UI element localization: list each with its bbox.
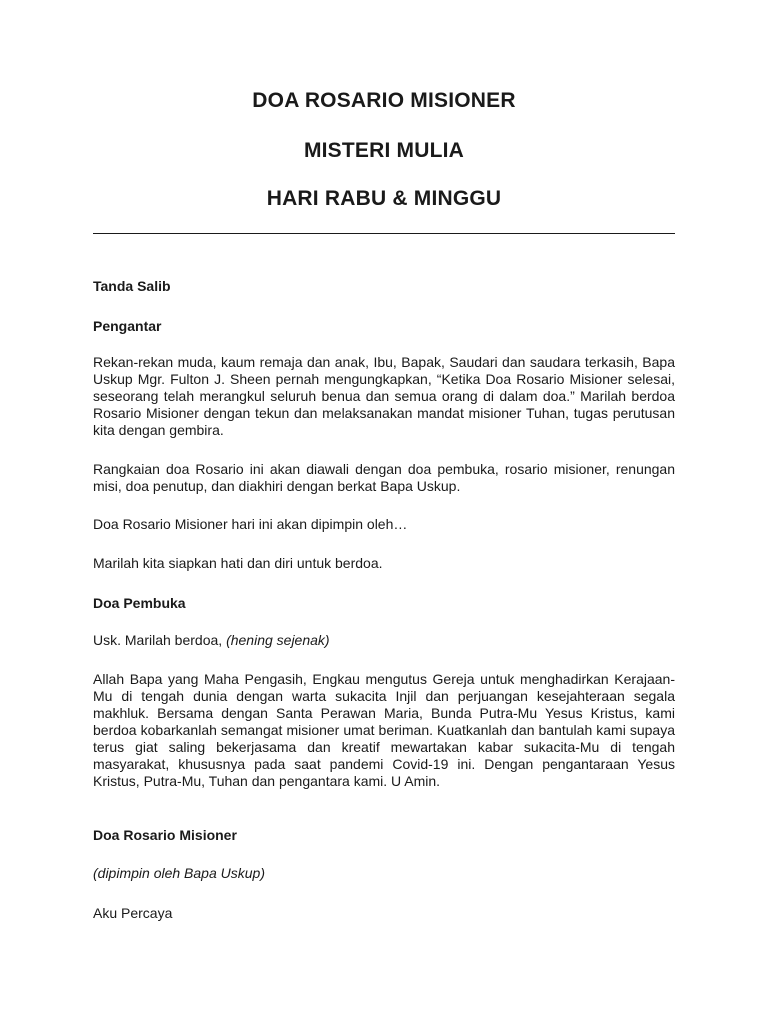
rosario-note-italic: (dipimpin oleh Bapa Uskup) <box>93 865 265 881</box>
heading-tanda-salib: Tanda Salib <box>93 278 171 294</box>
rosario-note <box>93 865 265 882</box>
document-title: DOA ROSARIO MISIONER <box>252 89 516 112</box>
document-subtitle-days: HARI RABU & MINGGU <box>266 187 502 210</box>
pengantar-paragraph-1: Rekan-rekan muda, kaum remaja dan anak, Ibu, Bapak, Saudari dan saudara terkasih, Bapa Uskup Mgr. Fulton J. Sheen pernah mengungkapkan, “Ketika Doa Rosario Misioner selesai, seseorang telah merangkul seluruh benua dan semua orang di dalam doa.” Marilah berdoa Rosario Misioner dengan tekun dan melaksanakan mandat misioner Tuhan, tugas perutusan kita dengan gembira. <box>93 354 675 438</box>
heading-doa-rosario-misioner: Doa Rosario Misioner <box>93 827 237 843</box>
pengantar-paragraph-3: Doa Rosario Misioner hari ini akan dipimpin oleh… <box>93 516 408 532</box>
aku-percaya-label: Aku Percaya <box>93 905 173 921</box>
pengantar-paragraph-2: Rangkaian doa Rosario ini akan diawali dengan doa pembuka, rosario misioner, renungan misi, doa penutup, dan diakhiri dengan berkat Bapa Uskup. <box>93 461 675 494</box>
doa-pembuka-intro-text: Usk. Marilah berdoa, <box>93 632 227 648</box>
heading-pengantar: Pengantar <box>93 318 162 334</box>
doa-pembuka-intro-italic: (hening sejenak) <box>226 632 330 648</box>
heading-doa-pembuka: Doa Pembuka <box>93 595 186 611</box>
doa-pembuka-intro <box>93 632 330 649</box>
title-divider <box>93 233 675 234</box>
document-subtitle-mystery: MISTERI MULIA <box>303 139 465 162</box>
doa-pembuka-prayer: Allah Bapa yang Maha Pengasih, Engkau mengutus Gereja untuk menghadirkan Kerajaan-Mu di tengah dunia dengan warta sukacita Injil dan perjuangan kesejahteraan segala makhluk. Bersama dengan Santa Perawan Maria, Bunda Putra-Mu Yesus Kristus, kami berdoa kobarkanlah semangat misioner umat beriman. Kuatkanlah dan bantulah kami supaya terus giat saling bekerjasama dan kreatif mewartakan kabar sukacita-Mu di tengah masyarakat, khususnya pada saat pandemi Covid-19 ini. Dengan pengantaraan Yesus Kristus, Putra-Mu, Tuhan dan pengantara kami. U Amin. <box>93 671 675 789</box>
pengantar-paragraph-4: Marilah kita siapkan hati dan diri untuk berdoa. <box>93 555 383 571</box>
